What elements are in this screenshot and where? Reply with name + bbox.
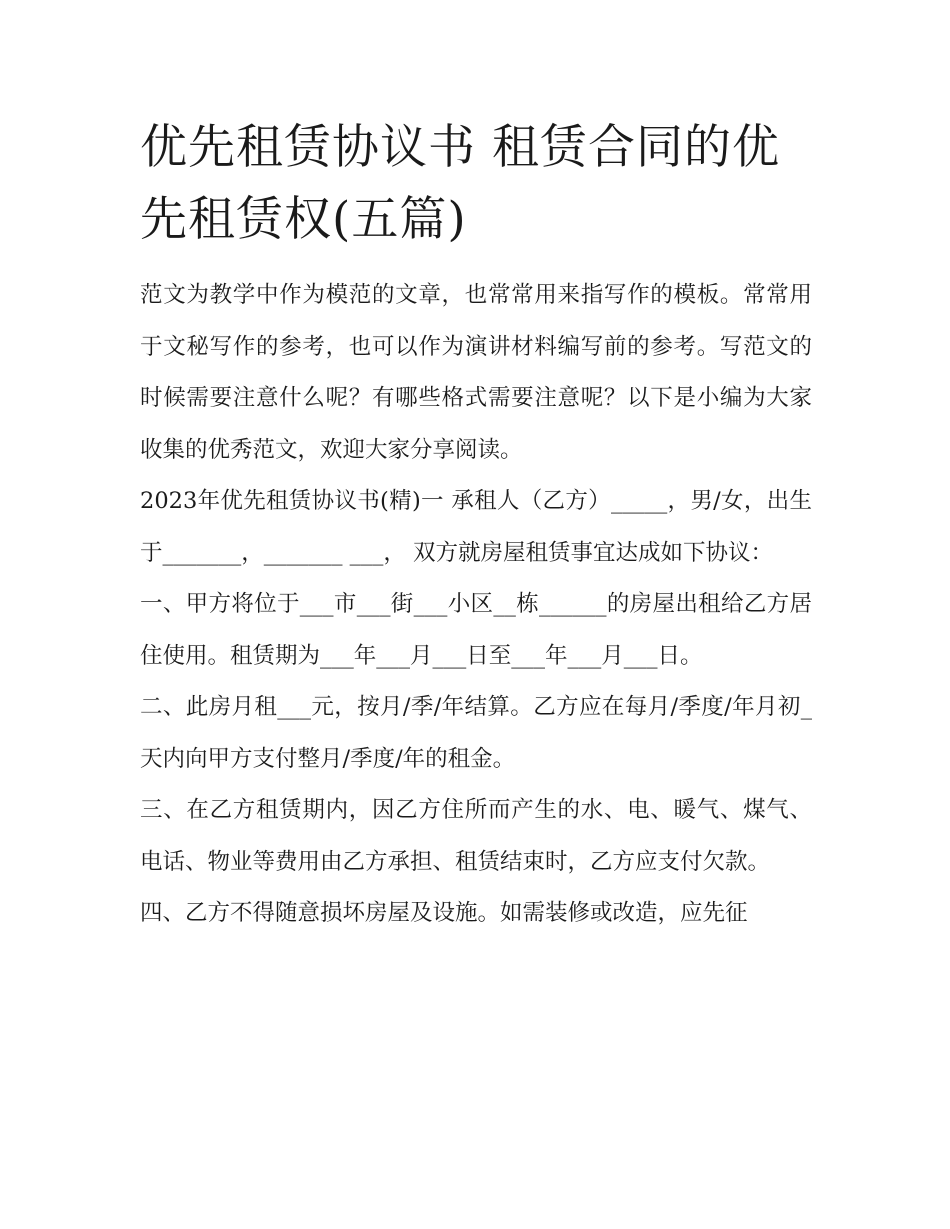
clause-4-paragraph: 四、乙方不得随意损坏房屋及设施。如需装修或改造，应先征 bbox=[140, 900, 748, 926]
agreement-header-paragraph: 2023年优先租赁协议书(精)一 承租人（乙方）_____，男/女，出生于_______，_______ ___， 双方就房屋租赁事宜达成如下协议： bbox=[140, 488, 812, 566]
document-body bbox=[140, 270, 812, 940]
document-title: 优先租赁协议书 租赁合同的优先租赁权(五篇) bbox=[140, 120, 780, 247]
document-page bbox=[140, 112, 812, 940]
clause-1-paragraph: 一、甲方将位于___市___街___小区__栋______的房屋出租给乙方居住使用。租赁期为___年___月___日至___年___月___日。 bbox=[140, 591, 812, 669]
clause-3-paragraph: 三、在乙方租赁期内，因乙方住所而产生的水、电、暖气、煤气、电话、物业等费用由乙方承担、租赁结束时，乙方应支付欠款。 bbox=[140, 797, 812, 875]
intro-paragraph: 范文为教学中作为模范的文章，也常常用来指写作的模板。常常用于文秘写作的参考，也可以作为演讲材料编写前的参考。写范文的时候需要注意什么呢？有哪些格式需要注意呢？以下是小编为大家收集的优秀范文，欢迎大家分享阅读。 bbox=[140, 282, 812, 463]
clause-2-paragraph: 二、此房月租___元，按月/季/年结算。乙方应在每月/季度/年月初_天内向甲方支付整月/季度/年的租金。 bbox=[140, 694, 812, 772]
